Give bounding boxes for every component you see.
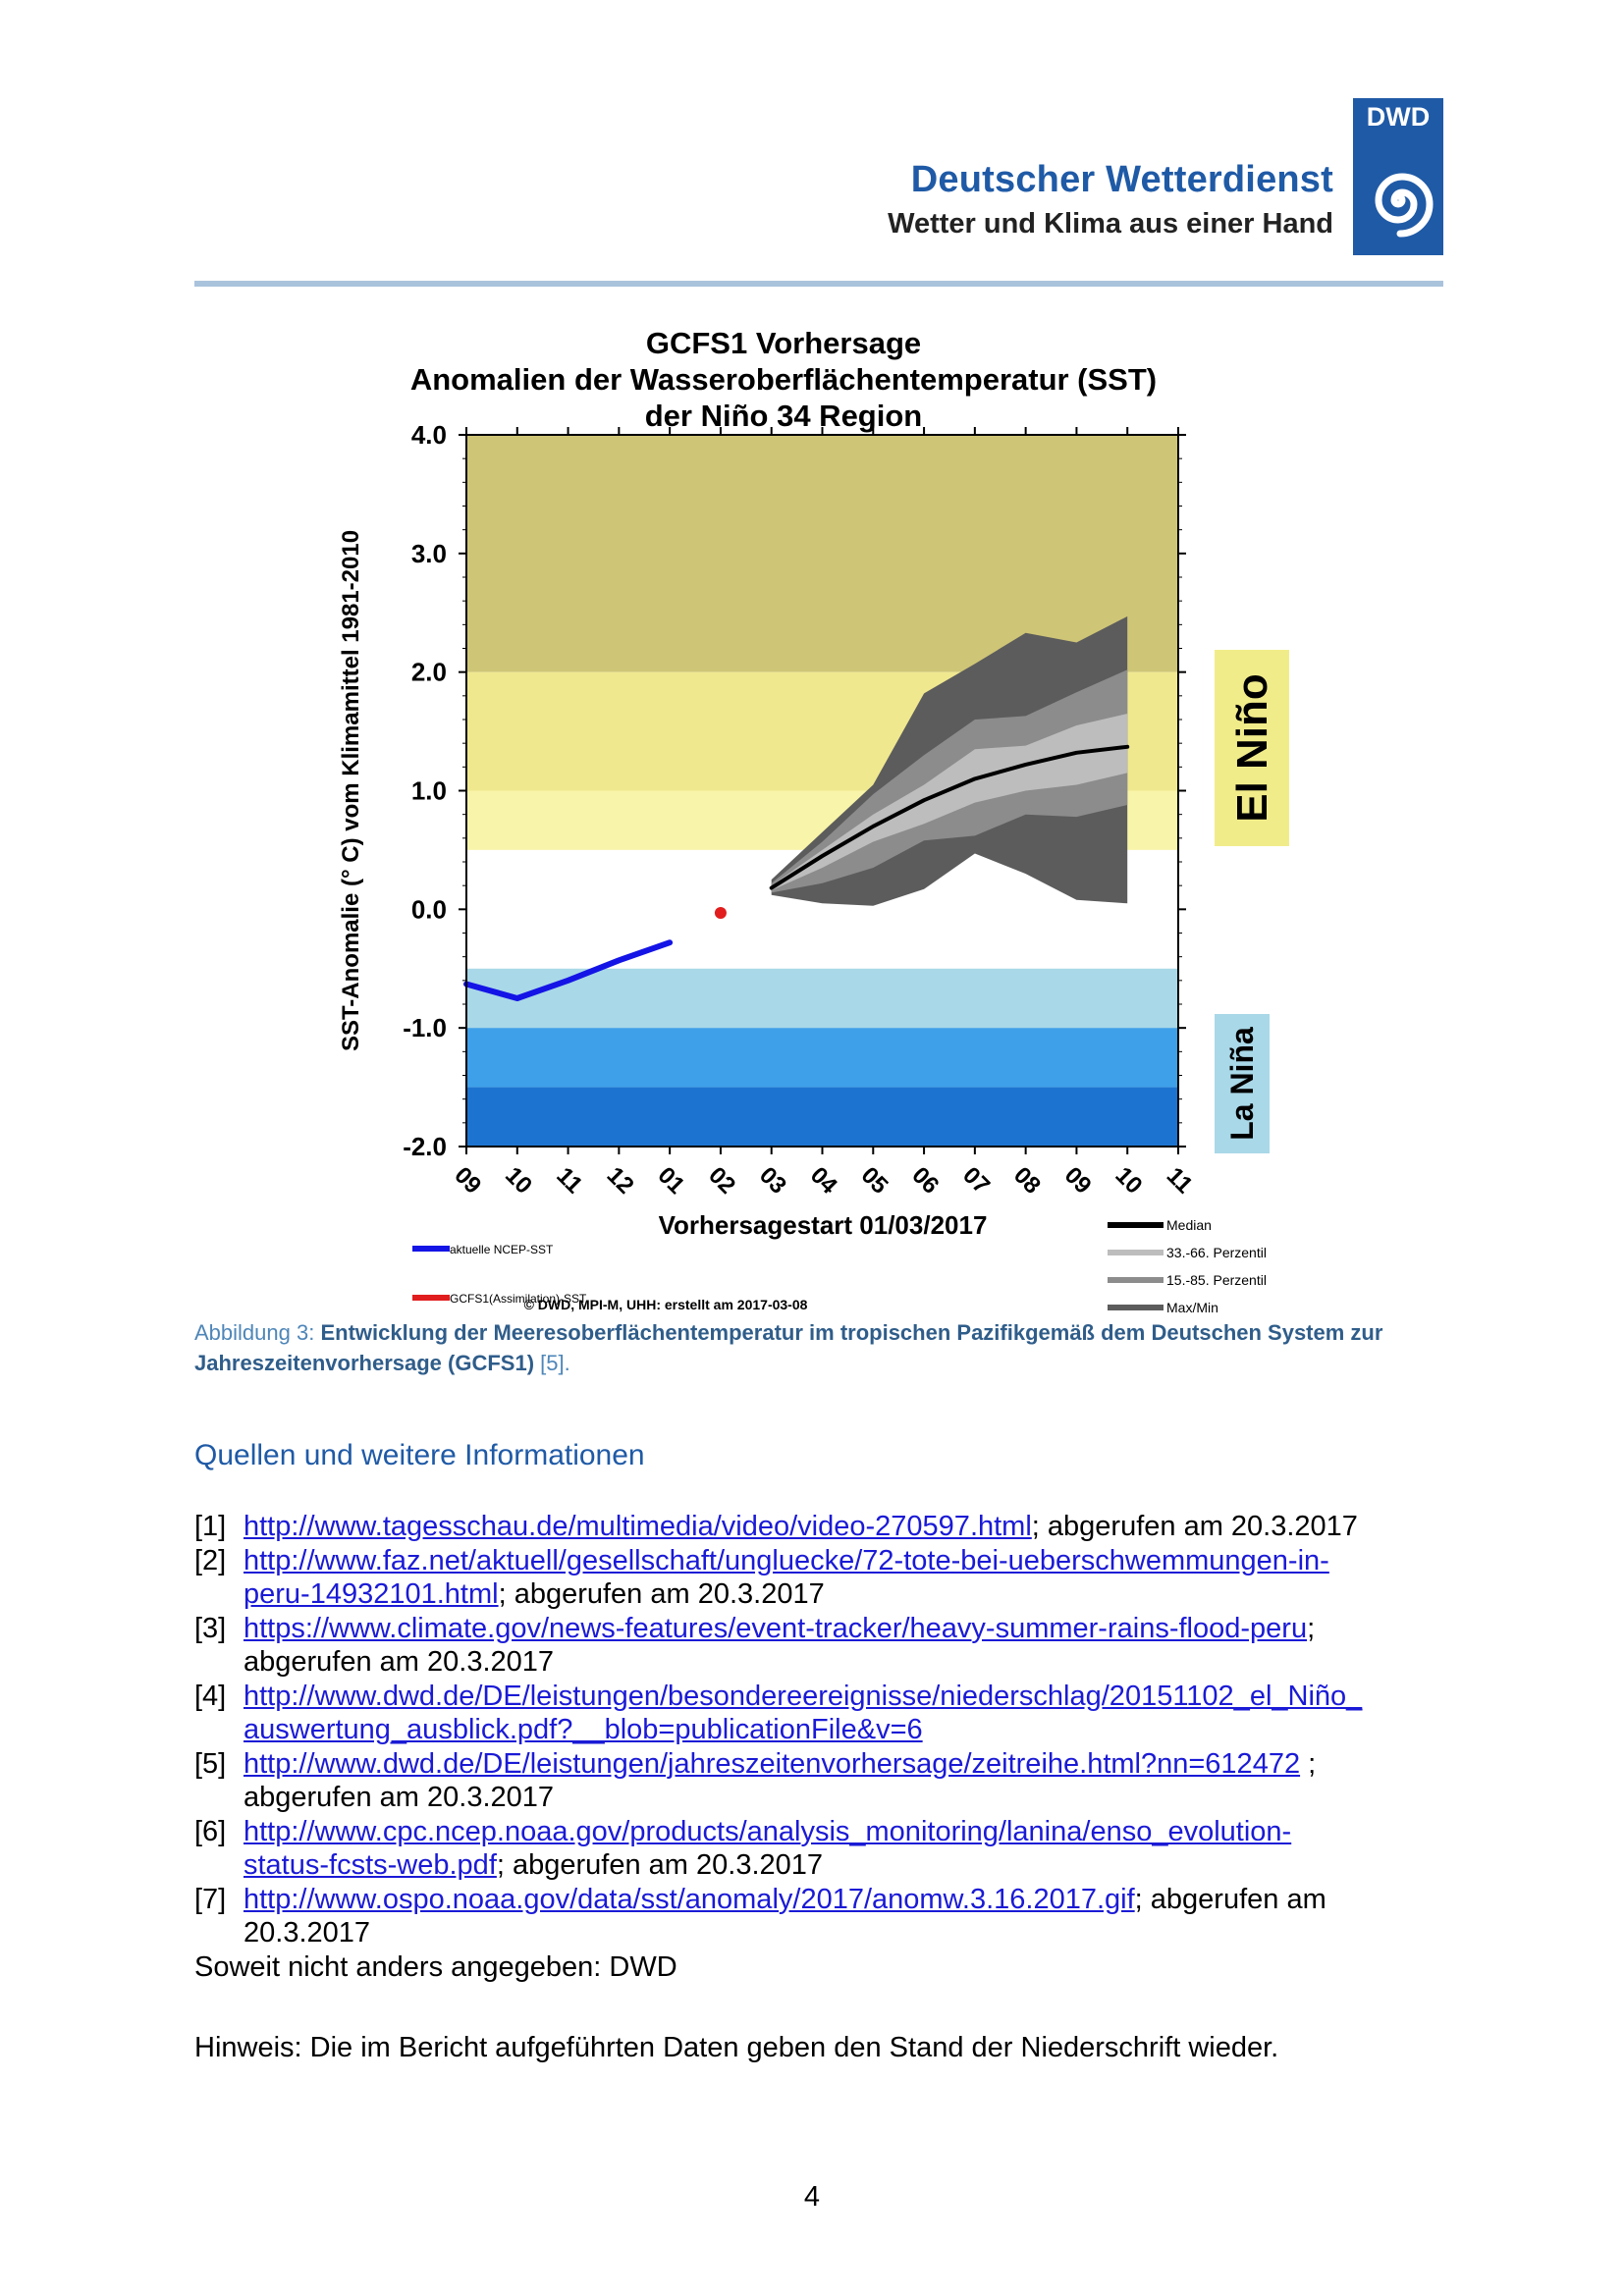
y-tick-label: 3.0 xyxy=(410,538,447,568)
chart-title-line: GCFS1 Vorhersage xyxy=(645,326,922,360)
reference-item: [3] https://www.climate.gov/news-features/event-tracker/heavy-summer-rains-flood-peru; abgerufen am 20.3.2017 xyxy=(194,1612,1316,1678)
band-moderate-la-nina xyxy=(466,1028,1178,1087)
x-tick-label: 10 xyxy=(500,1161,538,1200)
x-tick-label: 09 xyxy=(1058,1161,1097,1200)
brand-name: Deutscher Wetterdienst xyxy=(910,159,1333,200)
legend-label: Median xyxy=(1166,1217,1212,1233)
reference-number: [1] xyxy=(194,1511,227,1542)
y-axis-label: SST-Anomalie (° C) vom Klimamittel 1981-2010 xyxy=(338,529,364,1052)
x-tick-label: 03 xyxy=(754,1161,792,1200)
x-tick-label: 11 xyxy=(1161,1162,1198,1200)
reference-number: [3] xyxy=(194,1612,227,1644)
x-tick-label: 05 xyxy=(855,1161,893,1200)
legend-label-assimilation: GCFS1(Assimilation)-SST xyxy=(450,1292,587,1306)
brand-tagline: Wetter und Klima aus einer Hand xyxy=(888,208,1333,240)
x-tick-label: 10 xyxy=(1110,1161,1148,1200)
reference-link[interactable]: https://www.climate.gov/news-features/event-tracker/heavy-summer-rains-flood-peru xyxy=(244,1612,1308,1644)
y-tick-label: 4.0 xyxy=(410,420,447,450)
band-strong-la-nina xyxy=(466,1088,1178,1147)
legend-label: 33.-66. Perzentil xyxy=(1166,1245,1267,1260)
hinweis-note: Hinweis: Die im Bericht aufgeführten Daten geben den Stand der Niederschrift wieder. xyxy=(194,2032,1279,2063)
source-note: Soweit nicht anders angegeben: DWD xyxy=(194,1950,677,1983)
page-number: 4 xyxy=(803,2181,821,2213)
figure-caption xyxy=(194,1317,1443,1378)
reference-item xyxy=(194,1544,1461,1612)
sources-heading: Quellen und weitere Informationen xyxy=(194,1439,645,1471)
x-tick-label: 01 xyxy=(652,1161,690,1200)
reference-item xyxy=(194,1680,1461,1747)
chart-title-line: der Niño 34 Region xyxy=(644,399,923,433)
reference-link[interactable]: http://www.dwd.de/DE/leistungen/besondereereignisse/niederschlag/20151102_el_Niño_ auswertung_ausblick.pdf?__blob=publicationFile&v=6 xyxy=(244,1680,1363,1745)
x-tick-label: 12 xyxy=(601,1161,639,1200)
reference-number: [5] xyxy=(194,1747,227,1780)
page-header xyxy=(194,94,1443,289)
reference-list xyxy=(194,1510,1461,1984)
assimilation-point xyxy=(715,907,727,919)
x-tick-label: 07 xyxy=(957,1161,996,1200)
y-tick-label: 2.0 xyxy=(410,657,447,687)
band-strong-el-nino xyxy=(466,435,1178,672)
x-tick-label: 02 xyxy=(703,1161,741,1200)
reference-item: [7] http://www.ospo.noaa.gov/data/sst/anomaly/2017/anomw.3.16.2017.gif; abgerufen am 20.3.2017 xyxy=(194,1883,1326,1949)
header-rule xyxy=(194,281,1443,287)
y-tick-label: 0.0 xyxy=(410,894,447,925)
x-tick-label: 09 xyxy=(449,1161,487,1200)
el-nino-label: El Niño xyxy=(1228,673,1276,823)
reference-number: [2] xyxy=(194,1544,227,1576)
reference-link[interactable]: http://www.tagesschau.de/multimedia/video/video-270597.html xyxy=(244,1511,1032,1542)
spiral-icon xyxy=(1353,98,1443,255)
chart-svg xyxy=(314,309,1296,1330)
reference-link[interactable]: http://www.cpc.ncep.noaa.gov/products/analysis_monitoring/lanina/enso_evolution- status-fcsts-web.pdf xyxy=(244,1815,1292,1881)
x-axis-label: Vorhersagestart 01/03/2017 xyxy=(658,1210,988,1240)
chart-credit: © DWD, MPI-M, UHH: erstellt am 2017-03-08 xyxy=(523,1297,808,1312)
reference-number: [7] xyxy=(194,1883,227,1915)
x-tick-label: 08 xyxy=(1007,1161,1046,1200)
y-tick-label: -2.0 xyxy=(403,1132,447,1161)
caption-label: Abbildung 3: xyxy=(194,1320,315,1345)
y-tick-label: -1.0 xyxy=(403,1013,447,1043)
x-tick-label: 11 xyxy=(551,1162,588,1200)
x-tick-label: 06 xyxy=(906,1161,945,1200)
legend-label: 15.-85. Perzentil xyxy=(1166,1272,1267,1288)
reference-item xyxy=(194,1815,1461,1883)
reference-link[interactable]: http://www.faz.net/aktuell/gesellschaft/ungluecke/72-tote-bei-ueberschwemmungen-in- peru-14932101.html xyxy=(244,1544,1329,1610)
reference-item: [5] http://www.dwd.de/DE/leistungen/jahreszeitenvorhersage/zeitreihe.html?nn=612472 ; abgerufen am 20.3.2017 xyxy=(194,1747,1317,1813)
chart-title-line: Anomalien der Wasseroberflächentemperatur (SST) xyxy=(409,362,1158,397)
reference-number: [4] xyxy=(194,1680,227,1712)
reference-item xyxy=(194,1510,1461,1544)
sst-chart xyxy=(314,309,1296,1330)
reference-link[interactable]: http://www.dwd.de/DE/leistungen/jahreszeitenvorhersage/zeitreihe.html?nn=612472 xyxy=(244,1747,1301,1780)
reference-suffix: ; abgerufen am 20.3.2017 xyxy=(1031,1511,1358,1542)
reference-link[interactable]: http://www.ospo.noaa.gov/data/sst/anomaly/2017/anomw.3.16.2017.gif xyxy=(244,1883,1135,1915)
legend-label-ncep: aktuelle NCEP-SST xyxy=(450,1243,554,1256)
reference-suffix: ; abgerufen am 20.3.2017 xyxy=(498,1578,825,1610)
dwd-logo xyxy=(1353,98,1443,255)
caption-text: Entwicklung der Meeresoberflächentemperatur im tropischen Pazifikgemäß dem Deutschen System zur Jahreszeitenvorhersage (GCFS1) xyxy=(194,1320,1383,1375)
caption-ref: [5]. xyxy=(540,1351,570,1375)
logo-text: DWD xyxy=(1366,102,1431,132)
reference-suffix: ; abgerufen am 20.3.2017 xyxy=(496,1849,824,1881)
x-tick-label: 04 xyxy=(804,1161,842,1200)
la-nina-label: La Niña xyxy=(1224,1027,1260,1141)
reference-number: [6] xyxy=(194,1815,227,1847)
y-tick-label: 1.0 xyxy=(410,775,447,806)
legend-label: Max/Min xyxy=(1166,1300,1218,1315)
